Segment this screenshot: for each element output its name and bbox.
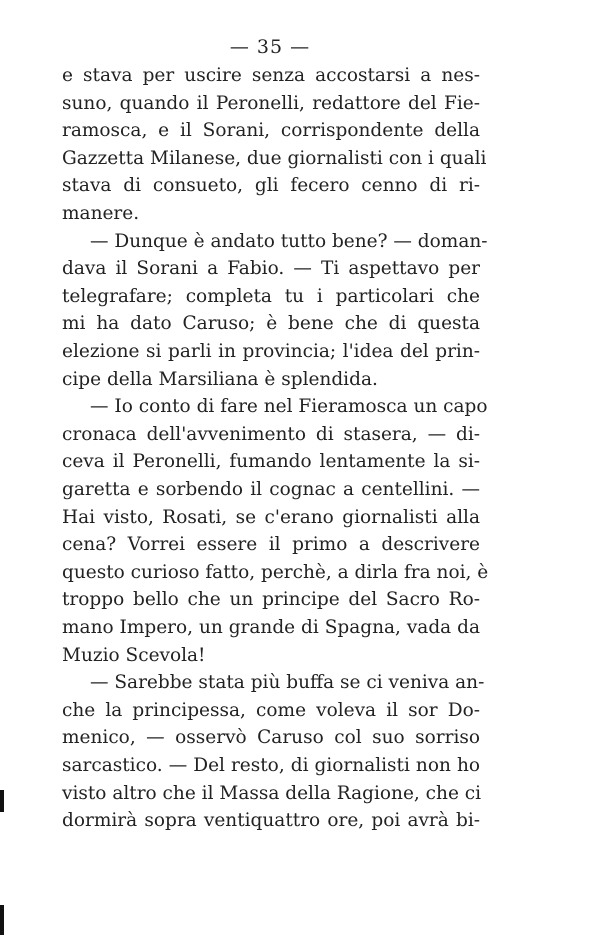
page-number: — 35 — (229, 36, 311, 58)
text-line: — Io conto di fare nel Fieramosca un capo (90, 396, 488, 418)
text-line: — Sarebbe stata più buffa se ci veniva an- (90, 672, 485, 694)
text-line: dormirà sopra ventiquattro ore, poi avrà bi- (62, 810, 480, 832)
text-line: cena? Vorrei essere il primo a descrivere (62, 534, 480, 556)
text-line: menico, — osservò Caruso col suo sorriso (62, 727, 480, 749)
text-line: visto altro che il Massa della Ragione, che ci (62, 782, 482, 804)
text-line: troppo bello che un principe del Sacro Ro- (62, 589, 480, 611)
text-line: telegrafare; completa tu i particolari che (62, 285, 480, 307)
text-line: mano Impero, un grande di Spagna, vada da (62, 617, 480, 638)
text-line: garetta e sorbendo il cognac a centellini. — (62, 479, 480, 500)
text-line: — Dunque è andato tutto bene? — doman- (90, 230, 488, 252)
text-line: stava di consueto, gli fecero cenno di ri- (62, 175, 480, 197)
text-line: cipe della Marsiliana è splendida. (62, 368, 378, 390)
scan-edge-mark (0, 905, 4, 935)
text-line: cronaca dell'avvenimento di stasera, — di- (62, 423, 480, 445)
text-line: Hai visto, Rosati, se c'erano giornalisti alla (62, 506, 480, 528)
text-line: e stava per uscire senza accostarsi a nes- (62, 65, 480, 86)
text-line: mi ha dato Caruso; è bene che di questa (62, 313, 480, 335)
text-line: dava il Sorani a Fabio. — Ti aspettavo per (62, 258, 480, 280)
text-line: ceva il Peronelli, fumando lentamente la si- (62, 451, 480, 473)
text-line: ramosca, e il Sorani, corrispondente della (62, 120, 480, 142)
text-line: elezione si parli in provincia; l'idea del prin- (62, 341, 480, 362)
text-line: suno, quando il Peronelli, redattore del Fie- (62, 92, 480, 114)
text-line: Muzio Scevola! (62, 644, 206, 666)
scan-edge-mark (0, 790, 4, 812)
text-line: Gazzetta Milanese, due giornalisti con i quali (62, 147, 487, 169)
text-line: questo curioso fatto, perchè, a dirla fra noi, è (62, 561, 489, 583)
text-line: sarcastico. — Del resto, di giornalisti non ho (62, 755, 480, 776)
text-line: che la principessa, come voleva il sor Do- (62, 699, 480, 721)
text-line: manere. (62, 203, 140, 224)
